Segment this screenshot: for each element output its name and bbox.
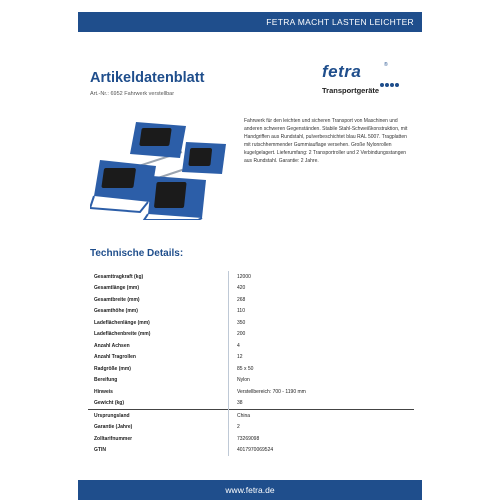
spec-key: Ursprungsland <box>88 410 229 422</box>
footer-banner <box>78 480 422 500</box>
spec-value: 4 <box>237 342 240 349</box>
table-row <box>88 294 414 306</box>
spec-key: Anzahl Tragrollen <box>88 352 229 364</box>
table-row <box>88 375 414 387</box>
spec-value: 38 <box>237 400 243 407</box>
table-row <box>88 283 414 295</box>
article-number: Art.-Nr.: 6952 Fahrwerk verstellbar <box>90 91 175 97</box>
spec-key: Hinweis <box>88 386 229 398</box>
spec-key: Ladeflächenlänge (mm) <box>88 317 229 329</box>
table-row <box>88 329 414 341</box>
table-row <box>88 271 414 283</box>
product-image <box>90 112 240 220</box>
spec-value: 12 <box>237 354 243 361</box>
spec-key: Zolltarifnummer <box>88 433 229 445</box>
product-description: Fahrwerk für den leichten und sicheren Transport von Maschinen und anderen schweren Gegenständen. Stabile Stahl-Schweißkonstruktion, mit Handgriffen aus Rundstahl, pulverbeschichtet blau RAL 5007. Tragplatten mit rutschhemmender Gummiauflage versehen. Große Nylonrollen kugelgelagert. Lieferumfang: 2 Transportroller und 2 Verbindungsstangen aus Rundstahl. Garantie: 2 Jahre. <box>244 118 408 164</box>
spec-value: 4017970069524 <box>237 447 274 454</box>
header-banner <box>78 12 422 32</box>
spec-value: Verstellbereich: 700 - 1190 mm <box>237 388 306 395</box>
table-row <box>88 422 414 434</box>
table-row <box>88 398 414 410</box>
datasheet-page <box>78 0 422 500</box>
table-row <box>88 386 414 398</box>
spec-value: 85 x 50 <box>237 365 254 372</box>
spec-key: GTIN <box>88 445 229 457</box>
spec-key: Garantie (Jahre) <box>88 422 229 434</box>
table-row <box>88 317 414 329</box>
footer-url[interactable]: www.fetra.de <box>225 485 275 495</box>
specs-table <box>88 271 414 456</box>
table-row <box>88 445 414 457</box>
spec-value: 200 <box>237 331 246 338</box>
spec-value: 268 <box>237 296 246 303</box>
specs-heading: Technische Details: <box>90 248 184 259</box>
logo-subtitle: Transportgeräte <box>322 86 380 95</box>
spec-key: Ladeflächenbreite (mm) <box>88 329 229 341</box>
spec-key: Gewicht (kg) <box>88 398 229 410</box>
spec-key: Gesamtlänge (mm) <box>88 283 229 295</box>
spec-value: China <box>229 410 415 422</box>
spec-value: 12000 <box>237 273 251 280</box>
spec-key: Bereifung <box>88 375 229 387</box>
spec-value: 110 <box>237 308 245 315</box>
header-tagline: FETRA MACHT LASTEN LEICHTER <box>266 17 414 27</box>
table-row <box>88 306 414 318</box>
registered-mark: ® <box>384 62 388 68</box>
spec-key: Gesamttragkraft (kg) <box>88 271 229 283</box>
logo-wordmark: fetra <box>322 62 362 81</box>
spec-key: Gesamthöhe (mm) <box>88 306 229 318</box>
spec-key: Radgröße (mm) <box>88 363 229 375</box>
logo-dots-icon <box>380 74 400 92</box>
table-row <box>88 352 414 364</box>
table-row <box>88 340 414 352</box>
page-title: Artikeldatenblatt <box>90 70 205 86</box>
table-row <box>88 410 414 422</box>
spec-value: 350 <box>237 319 246 326</box>
spec-value: 420 <box>237 285 246 292</box>
spec-value: Nylon <box>237 377 250 384</box>
spec-key: Gesamtbreite (mm) <box>88 294 229 306</box>
table-row <box>88 433 414 445</box>
spec-value: 2 <box>237 424 240 431</box>
table-row <box>88 363 414 375</box>
spec-value: 73269098 <box>237 435 260 442</box>
spec-key: Anzahl Achsen <box>88 340 229 352</box>
brand-logo <box>322 62 412 106</box>
